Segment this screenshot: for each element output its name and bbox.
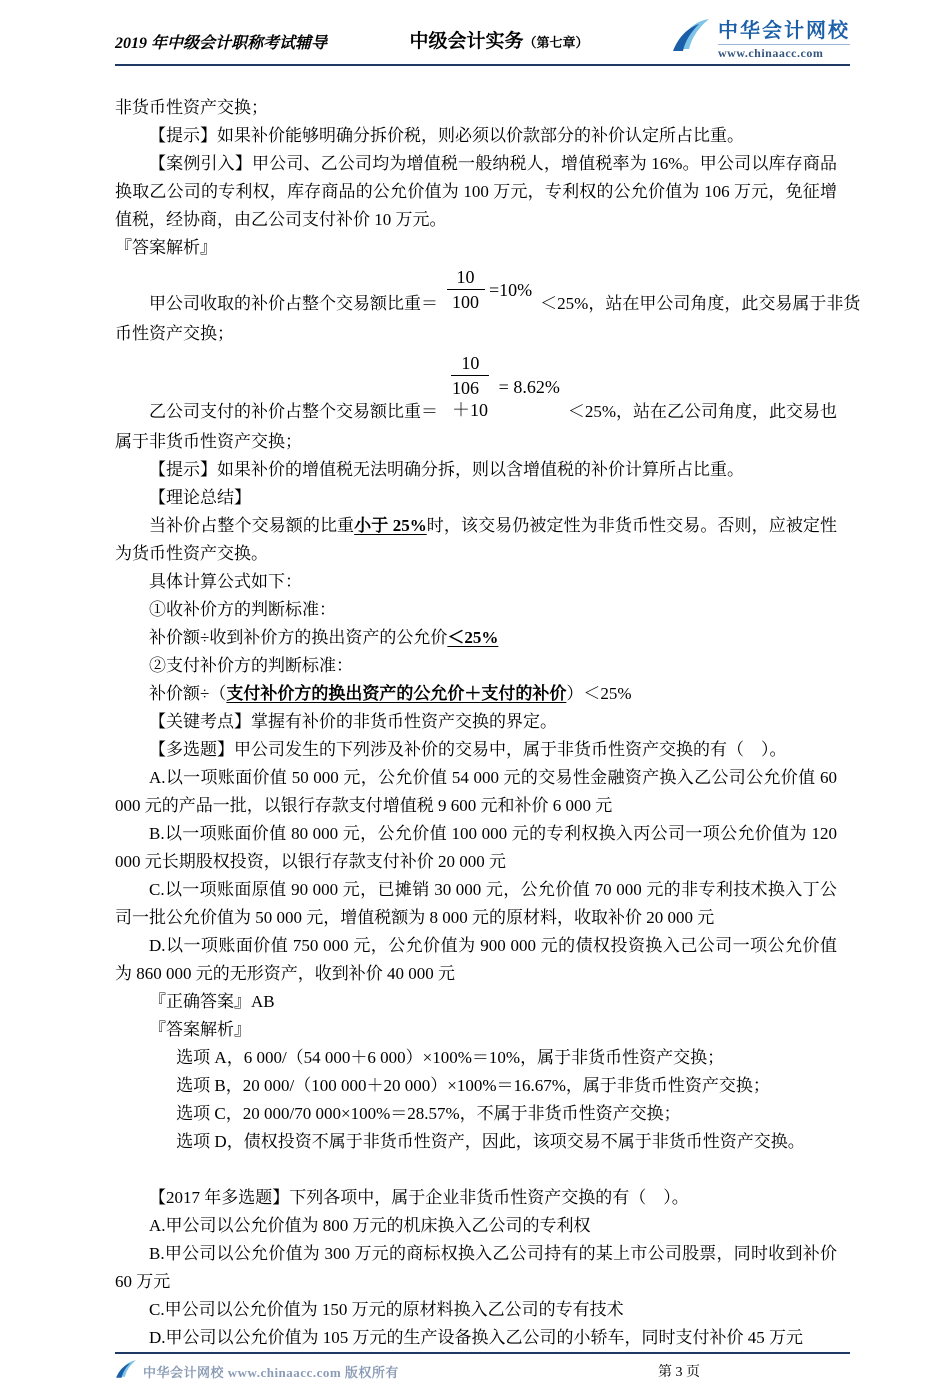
question2-option-b: B.甲公司以公允价值为 300 万元的商标权换入乙公司持有的某上市公司股票，同时收到补价 60 万元	[115, 1244, 837, 1291]
criterion2-line	[115, 680, 837, 708]
question1-option-a: A.以一项账面价值 50 000 元，公允价值 54 000 元的交易性金融资产换入乙公司公允价值 60 000 元的产品一批，以银行存款支付增值税 9 600 元和补价 6 000 元	[115, 768, 837, 815]
criterion2-emphasis: 支付补价方的换出资产的公允价＋支付的补价	[226, 684, 567, 703]
logo-name: 中华会计网校	[718, 20, 850, 42]
question2-title: 【2017 年多选题】下列各项中，属于企业非货币性资产交换的有（ ）。	[149, 1188, 689, 1207]
course-title: 中级会计实务	[409, 31, 524, 52]
fraction-result: = 8.62%	[498, 376, 560, 397]
question2-option-c: C.甲公司以公允价值为 150 万元的原材料换入乙公司的专有技术	[149, 1300, 624, 1319]
header-center-title	[327, 26, 671, 61]
site-logo	[671, 14, 850, 61]
question1-option-b: B.以一项账面价值 80 000 元，公允价值 100 000 元的专利权换入丙公司一项公允价值为 120 000 元长期股权投资，以银行存款支付补价 20 000 元	[115, 824, 837, 871]
question1-title: 【多选题】甲公司发生的下列涉及补价的交易中，属于非货币性资产交换的有（ ）。	[149, 740, 787, 759]
formula-note: 具体计算公式如下：	[149, 572, 302, 591]
paragraph-intro: 非货币性资产交换；	[115, 98, 268, 117]
formula-line-1	[115, 267, 861, 318]
header-left-title: 2019 年中级会计职称考试辅导	[115, 35, 328, 52]
logo-text	[718, 14, 850, 61]
criterion1-line	[115, 624, 837, 652]
formula-line-2	[115, 353, 837, 426]
criterion1-pre: 补价额÷收到补价方的换出资产的公允价	[149, 628, 448, 647]
criterion2-pre: 补价额÷（	[149, 684, 227, 703]
paragraph-case-intro: 【案例引入】甲公司、乙公司均为增值税一般纳税人，增值税率为 16%。甲公司以库存商品换取乙公司的专利权，库存商品的公允价值为 100 万元，专利权的公允价值为 106 万元，免征增值税，经协商，由乙公司支付补价 10 万元。	[115, 154, 837, 229]
theory-heading: 【理论总结】	[149, 488, 251, 507]
question2-option-d: D.甲公司以公允价值为 105 万元的生产设备换入乙公司的小轿车，同时支付补价 45 万元	[149, 1328, 804, 1347]
formula2-lead: 乙公司支付的补价占整个交易额比重＝	[149, 402, 438, 421]
page-number: 第 3 页	[658, 1365, 700, 1380]
formula2-wrap-line: 属于非货币性资产交换；	[115, 432, 302, 451]
fraction-2	[446, 352, 560, 421]
fraction-denominator: 100	[452, 292, 479, 312]
fraction-stack	[446, 352, 495, 421]
criterion2-title: ②支付补价方的判断标准：	[149, 656, 353, 675]
formula2-trail: ＜25%，站在乙公司角度，此交易也	[567, 402, 837, 421]
theory-paragraph	[115, 512, 837, 568]
question1-answer: 『正确答案』AB	[149, 992, 275, 1011]
theory-emphasis: 小于 25%	[354, 516, 427, 535]
fraction-numerator: 10	[451, 352, 489, 376]
fraction-1	[446, 266, 532, 313]
criterion2-post: ）＜25%	[566, 684, 632, 703]
criterion1-emphasis: ＜25%	[447, 628, 499, 647]
fraction-numerator: 10	[447, 266, 485, 290]
question1-option-c: C.以一项账面原值 90 000 元，已摊销 30 000 元，公允价值 70 000 元的非专利技术换入丁公司一批公允价值为 50 000 元，增值税额为 8 000 元的原材料，收取补价 20 000 元	[115, 880, 837, 927]
fraction-stack	[446, 266, 485, 313]
question1-analysis-a: 选项 A，6 000/（54 000＋6 000）×100%＝10%，属于非货币性资产交换；	[176, 1048, 725, 1067]
paragraph-tip1: 【提示】如果补价能够明确分拆价税，则必须以价款部分的补价认定所占比重。	[149, 126, 744, 145]
formula1-wrap-line: 币性资产交换；	[115, 324, 234, 343]
document-body	[0, 66, 950, 1352]
page-header	[0, 0, 950, 66]
blank-line	[115, 1156, 837, 1184]
fraction-denominator: 106＋10	[452, 378, 488, 420]
paragraph-tip2: 【提示】如果补价的增值税无法明确分拆，则以含增值税的补价计算所占比重。	[149, 460, 744, 479]
theory-pre: 当补价占整个交易额的比重	[149, 516, 355, 535]
keypoint-paragraph: 【关键考点】掌握有补价的非货币性资产交换的界定。	[149, 712, 557, 731]
chapter-label: （第七章）	[523, 35, 589, 50]
page-footer	[0, 1352, 950, 1397]
question2-option-a: A.甲公司以公允价值为 800 万元的机床换入乙公司的专利权	[149, 1216, 591, 1235]
criterion1-title: ①收补价方的判断标准：	[149, 600, 336, 619]
formula1-trail: ＜25%，站在甲公司角度，此交易属于非货	[540, 294, 861, 313]
fraction-result: =10%	[489, 279, 533, 300]
question1-analysis-heading: 『答案解析』	[149, 1020, 251, 1039]
logo-swoosh-icon	[671, 17, 711, 58]
question1-analysis-d: 选项 D，债权投资不属于非货币性资产，因此，该项交易不属于非货币性资产交换。	[176, 1132, 805, 1151]
theory-post: 时，该交易仍被定性为非货币性交易。否则，应被定性为货币性资产交换。	[115, 516, 838, 563]
analysis-heading: 『答案解析』	[115, 238, 217, 257]
footer-logo-swoosh-icon	[115, 1359, 137, 1383]
logo-url: www.chinaacc.com	[718, 44, 850, 61]
formula1-lead: 甲公司收取的补价占整个交易额比重＝	[149, 294, 438, 313]
question1-analysis-c: 选项 C，20 000/70 000×100%＝28.57%，不属于非货币性资产交换；	[176, 1104, 681, 1123]
question1-option-d: D.以一项账面价值 750 000 元，公允价值为 900 000 元的债权投资换入己公司一项公允价值为 860 000 元的无形资产，收到补价 40 000 元	[115, 936, 837, 983]
footer-copyright	[115, 1359, 399, 1383]
header-rule	[115, 14, 850, 66]
question1-analysis-b: 选项 B，20 000/（100 000＋20 000）×100%＝16.67%，属于非货币性资产交换；	[176, 1076, 770, 1095]
footer-rule	[115, 1352, 850, 1383]
footer-copyright-text: 中华会计网校 www.chinaacc.com 版权所有	[143, 1364, 399, 1380]
